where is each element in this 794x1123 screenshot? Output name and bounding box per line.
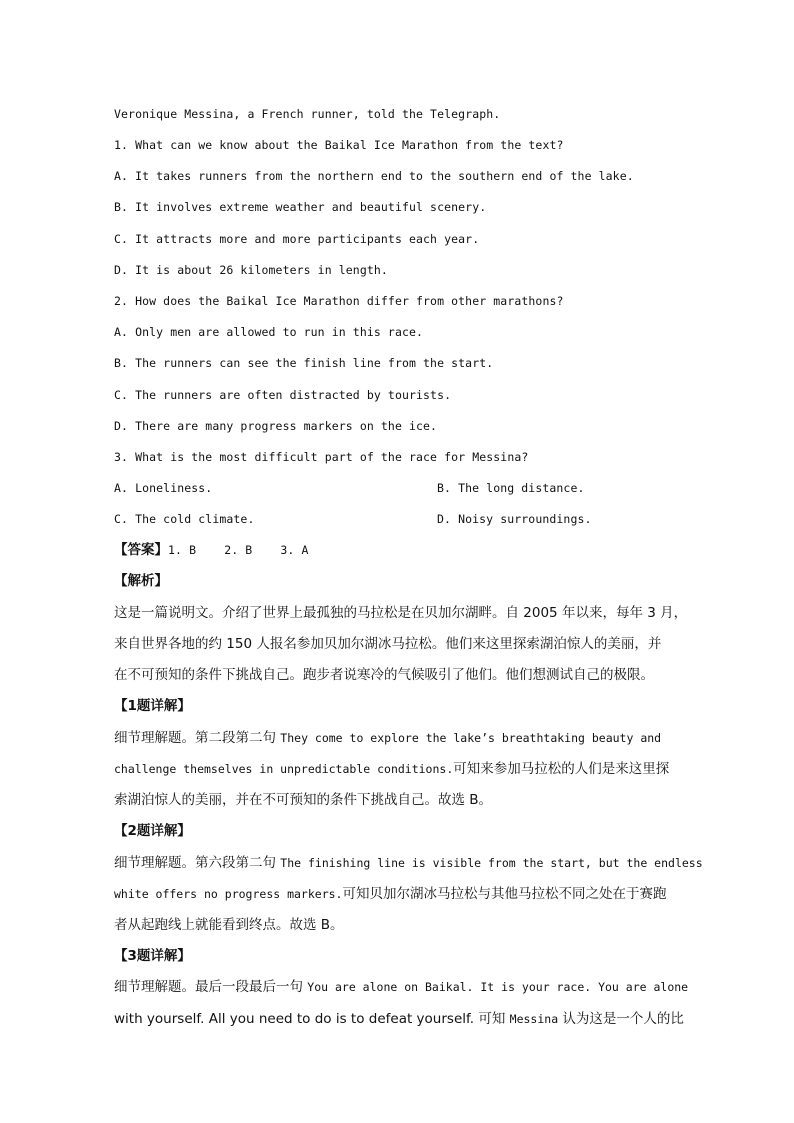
detail-3-label: 【3题详解】 [114,948,191,964]
question-3-stem: 3. What is the most difficult part of the race for Messina? [114,450,529,464]
question-1-option-a: A. It takes runners from the northern end to the southern end of the lake. [114,169,634,183]
analysis-line-1: 这是一篇说明文。介绍了世界上最孤独的马拉松是在贝加尔湖畔。自 2005 年以来，每年 3 月， [114,605,688,621]
question-1-stem: 1. What can we know about the Baikal Ice Marathon from the text? [114,138,564,152]
detail-2-line [114,855,703,871]
detail-3-line [114,979,688,995]
question-3-option-d: D. Noisy surroundings. [437,512,592,526]
answer-line [114,542,308,558]
detail-text-segment: The finishing line is visible from the start, but the endless [280,856,703,870]
detail-1-label: 【1题详解】 [114,698,191,714]
analysis-line-2: 来自世界各地的约 150 人报名参加贝加尔湖冰马拉松。他们来这里探索湖泊惊人的美丽，并 [114,636,662,652]
detail-text-segment: 细节理解题。最后一段最后一句 [114,979,308,995]
analysis-label: 【解析】 [114,573,168,589]
question-3-option-a: A. Loneliness. [114,481,213,495]
detail-2-line [114,917,344,933]
passage-tail: Veronique Messina, a French runner, told the Telegraph. [114,107,501,121]
detail-1-line [114,792,492,808]
answer-label: 【答案】 [114,542,168,558]
detail-text-segment: 可知贝加尔湖冰马拉松与其他马拉松不同之处在于赛跑 [342,886,667,902]
detail-text-segment: They come to explore the lake’s breathtaking beauty and [280,731,662,745]
question-1-option-b: B. It involves extreme weather and beautiful scenery. [114,200,487,214]
analysis-line-3: 在不可预知的条件下挑战自己。跑步者说寒冷的气候吸引了他们。他们想测试自己的极限。 [114,667,654,683]
question-3-options-row-1 [114,480,734,496]
detail-2-line [114,886,666,902]
question-2-option-c: C. The runners are often distracted by tourists. [114,388,452,402]
detail-2-label: 【2题详解】 [114,823,191,839]
question-3-options-row-2 [114,511,734,527]
detail-text-segment: 细节理解题。第六段第二句 [114,855,281,871]
detail-text-segment: challenge themselves in unpredictable conditions. [114,762,454,776]
question-1-option-d: D. It is about 26 kilometers in length. [114,263,388,277]
question-2-option-d: D. There are many progress markers on the ice. [114,419,438,433]
detail-1-line [114,730,661,746]
detail-3-line [114,1011,684,1027]
detail-text-segment: Messina [509,1012,559,1026]
answer-value: 1. B 2. B 3. A [168,543,309,557]
detail-text-segment: 者从起跑线上就能看到终点。故选 B。 [114,917,344,933]
question-3-option-b: B. The long distance. [437,481,585,495]
question-2-option-a: A. Only men are allowed to run in this race. [114,325,424,339]
detail-text-segment: 索湖泊惊人的美丽，并在不可预知的条件下挑战自己。故选 B。 [114,792,493,808]
detail-text-segment: You are alone on Baikal. It is your race. You are alone [307,980,689,994]
detail-text-segment: 可知来参加马拉松的人们是来这里探 [453,761,670,777]
detail-text-segment: with yourself. All you need to do is to defeat yourself. 可知 [114,1011,510,1027]
detail-text-segment: 细节理解题。第二段第二句 [114,730,281,746]
detail-text-segment: white offers no progress markers. [114,887,343,901]
question-3-option-c: C. The cold climate. [114,512,255,526]
detail-text-segment: 认为这是一个人的比 [558,1011,684,1027]
detail-1-line [114,761,669,777]
question-1-option-c: C. It attracts more and more participants each year. [114,232,480,246]
question-2-option-b: B. The runners can see the finish line from the start. [114,356,494,370]
question-2-stem: 2. How does the Baikal Ice Marathon differ from other marathons? [114,294,564,308]
